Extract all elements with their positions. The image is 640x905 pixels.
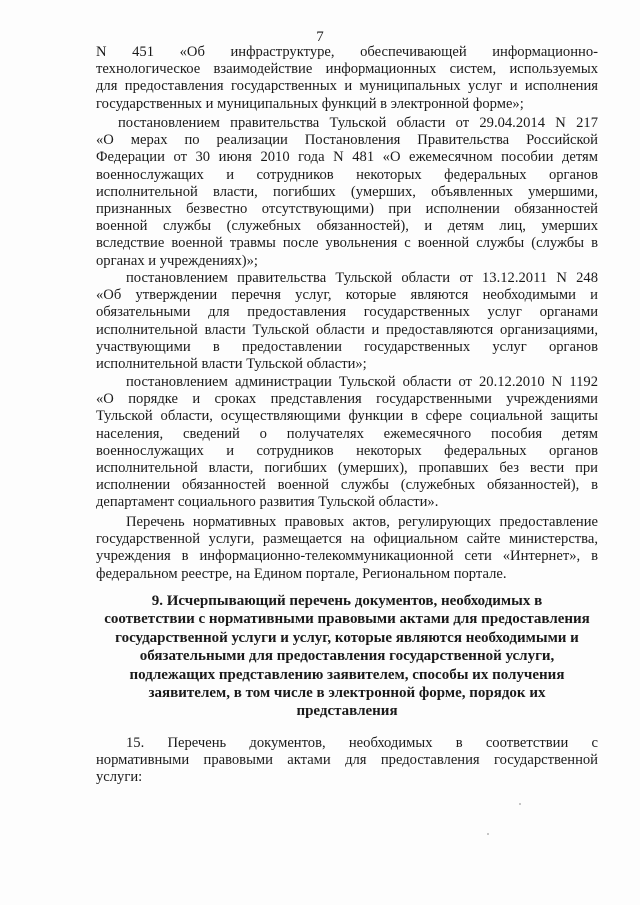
paragraph-item-15 xyxy=(96,735,598,787)
text-line: постановлением правительства Тульской области от 13.12.2011 N 248 xyxy=(126,270,598,286)
text-line: обязательными для предоставления государственных услуг органами xyxy=(96,304,598,321)
text-line: исполнении обязанностей военной службы (служебных обязанностей), в xyxy=(96,477,598,494)
paragraph-law-451-continuation xyxy=(96,44,598,113)
text-line: Федерации от 30 июня 2010 года N 481 «О ежемесячном пособии детям xyxy=(96,149,598,166)
text-line: «О мерах по реализации Постановления Правительства Российской xyxy=(96,132,598,149)
text-line: государственной услуги, размещается на официальном сайте министерства, xyxy=(96,531,598,548)
paragraph-resolution-248 xyxy=(96,270,598,373)
heading-line: государственной услуги и услуг, которые являются необходимыми и xyxy=(115,629,579,646)
text-line: органах и учреждениях)»; xyxy=(96,252,258,269)
text-line: вследствие военной травмы после увольнения с военной службы (службы в xyxy=(96,235,598,252)
text-line: исполнительной власти Тульской области»; xyxy=(96,356,367,373)
text-line: военной службы (служебных обязанностей), и детям лиц, умерших xyxy=(96,218,598,235)
text-line: государственных и муниципальных функций в электронной форме»; xyxy=(96,95,524,112)
text-line: исполнительной власти, погибших (умерших, объявленных умершими, xyxy=(96,183,598,200)
text-line: «Об утверждении перечня услуг, которые являются необходимыми и xyxy=(96,287,598,304)
paragraph-resolution-1192 xyxy=(96,374,598,512)
paragraph-acts-list-publication xyxy=(96,514,598,583)
text-line: населения, сведений о получателях ежемесячного пособия детям xyxy=(96,425,598,442)
heading-line: 9. Исчерпывающий перечень документов, необходимых в xyxy=(151,593,543,609)
text-line: федеральном реестре, на Едином портале, Региональном портале. xyxy=(96,565,507,582)
section-heading xyxy=(96,592,598,721)
text-line: постановлением администрации Тульской области от 20.12.2010 N 1192 xyxy=(126,374,598,390)
text-line: технологическое взаимодействие информационных систем, используемых xyxy=(96,61,598,78)
text-line: участвующими в предоставлении государственных услуг органов xyxy=(96,338,598,355)
heading-line: заявителем, в том числе в электронной форме, порядок их xyxy=(148,685,546,702)
scan-speck xyxy=(519,803,521,805)
text-line: военнослужащих и сотрудников некоторых федеральных органов xyxy=(96,442,598,459)
text-line: исполнительной власти Тульской области и предоставляются организациями, xyxy=(96,321,598,338)
text-line: военнослужащих и сотрудников некоторых федеральных органов xyxy=(96,166,598,183)
text-line: для предоставления государственных и муниципальных услуг и исполнения xyxy=(96,78,598,95)
text-line: признанных безвестно отсутствующими) при исполнении обязанностей xyxy=(96,201,598,218)
page-number: 7 xyxy=(316,29,324,45)
text-line: услуги: xyxy=(96,769,143,786)
text-line: 15. Перечень документов, необходимых в соответствии с xyxy=(126,735,598,751)
heading-line: подлежащих представлению заявителем, способы их получения xyxy=(129,666,565,683)
text-line: постановлением правительства Тульской области от 29.04.2014 N 217 xyxy=(118,115,598,131)
heading-line: соответствии с нормативными правовыми актами для предоставления xyxy=(104,611,590,628)
heading-line: представления xyxy=(296,703,398,720)
text-line: учреждения в информационно-телекоммуникационной сети «Интернет», в xyxy=(96,548,598,565)
text-line: N 451 «Об инфраструктуре, обеспечивающей информационно- xyxy=(96,44,598,60)
text-line: Тульской области, осуществляющими функции в сфере социальной защиты xyxy=(96,408,598,425)
paragraph-resolution-217 xyxy=(96,115,598,270)
text-line: департамент социального развития Тульской области». xyxy=(96,494,439,511)
heading-line: обязательными для предоставления государственной услуги, xyxy=(139,648,555,665)
scan-speck xyxy=(487,833,489,835)
text-line: «О порядке и сроках представления государственными учреждениями xyxy=(96,391,598,408)
text-line: исполнительной власти, погибших (умерших), пропавших без вести при xyxy=(96,460,598,477)
text-line: нормативными правовыми актами для предоставления государственной xyxy=(96,752,598,769)
text-line: Перечень нормативных правовых актов, регулирующих предоставление xyxy=(126,514,598,530)
